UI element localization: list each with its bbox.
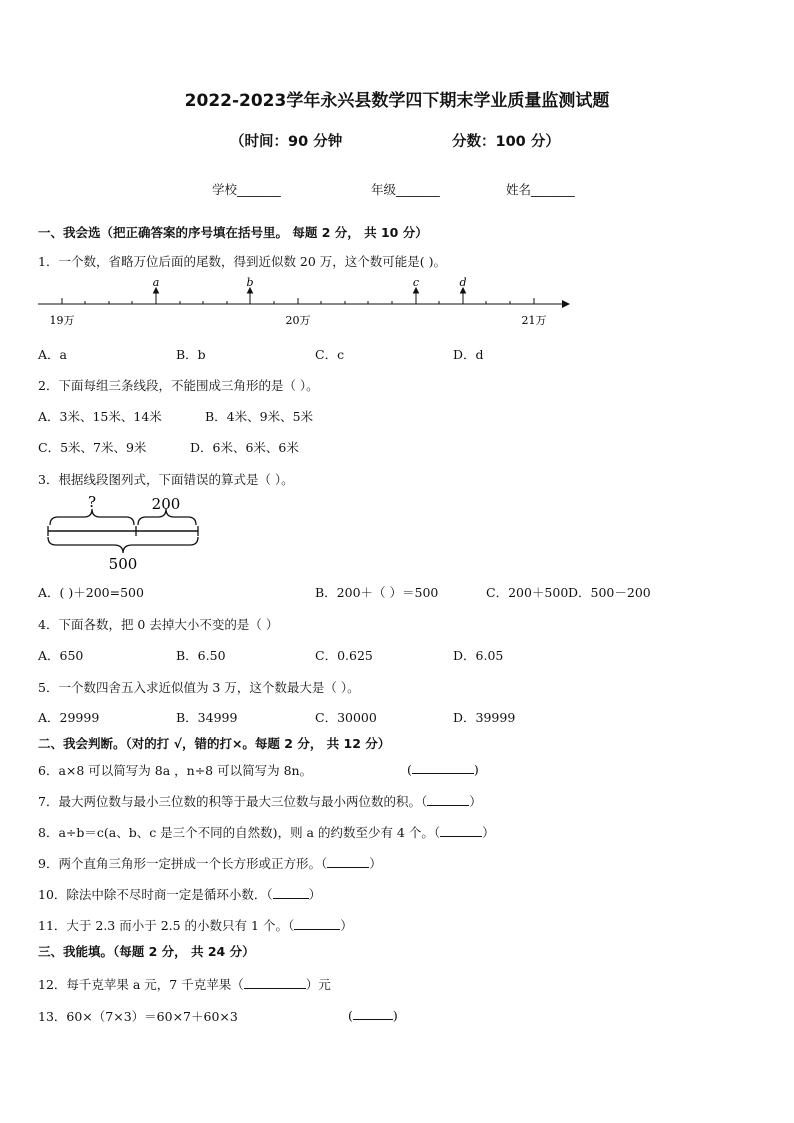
question-13: 13．60×（7×3）＝60×7＋60×3	[38, 1009, 238, 1024]
question-11	[38, 916, 353, 934]
label-part: 200	[151, 495, 181, 513]
question-6: 6．a×8 可以简写为 8a ，n÷8 可以简写为 8n。	[38, 763, 313, 778]
q7-text: 7．最大两位数与最小三位数的积等于最大三位数与最小两位数的积。（	[38, 794, 428, 809]
q10-answer-blank[interactable]	[273, 886, 309, 899]
q1-option-b: B．b	[176, 347, 206, 362]
question-1: 1．一个数，省略万位后面的尾数，得到近似数 20 万，这个数可能是( )。	[38, 254, 447, 269]
q5-option-d: D．39999	[453, 710, 516, 725]
number-line	[34, 274, 574, 334]
marker-b: b	[246, 276, 254, 289]
question-7	[38, 792, 482, 810]
q8-text: 8．a÷b＝c(a、b、c 是三个不同的自然数)，则 a 的约数至少有 4 个。（	[38, 825, 441, 840]
q12-text: 12．每千克苹果 a 元，7 千克苹果（	[38, 977, 244, 992]
q4-option-b: B．6.50	[176, 648, 226, 663]
q5-option-a: A．29999	[38, 710, 100, 725]
q8-answer-blank[interactable]	[440, 824, 482, 837]
q4-option-d: D．6.05	[453, 648, 504, 663]
q3-option-b: B．200＋（ ）＝500	[315, 585, 439, 600]
page-title: 2022-2023学年永兴县数学四下期末学业质量监测试题	[184, 91, 610, 111]
section-heading-2: 二、我会判断。（对的打 √，错的打×。每题 2 分， 共 12 分）	[38, 736, 391, 751]
q9-close: ）	[369, 856, 382, 871]
exam-time: （时间：90 分钟	[230, 134, 343, 150]
q6-answer: ( )	[407, 762, 479, 777]
q6-answer-blank[interactable]	[412, 761, 474, 774]
question-2: 2．下面每组三条线段，不能围成三角形的是（ ）。	[38, 378, 319, 393]
q10-close: ）	[308, 887, 322, 902]
q10-text: 10．除法中除不尽时商一定是循环小数．（	[38, 887, 273, 902]
brace-total	[48, 537, 198, 553]
marker-c: c	[412, 276, 420, 289]
q13-answer: ( )	[348, 1008, 398, 1023]
q1-option-c: C．c	[315, 347, 345, 362]
q2-option-d: D．6米、6米、6米	[190, 440, 299, 455]
label-unknown: ?	[87, 495, 97, 511]
name-field: 姓名_______	[506, 182, 575, 197]
tick-label-20wan: 20万	[285, 314, 311, 327]
q11-close: ）	[340, 918, 353, 933]
question-10	[38, 885, 321, 903]
q1-option-d: D．d	[453, 347, 484, 362]
q7-close: ）	[469, 794, 482, 809]
marker-a: a	[152, 276, 160, 289]
q8-close: ）	[482, 825, 495, 840]
q9-answer-blank[interactable]	[327, 855, 369, 868]
q5-option-b: B．34999	[176, 710, 238, 725]
grade-field: 年级_______	[371, 182, 440, 197]
q3-option-c: C．200＋500	[486, 585, 569, 600]
q12-answer-blank[interactable]	[244, 976, 306, 989]
tick-label-21wan: 21万	[521, 314, 547, 327]
q12-unit: ）元	[305, 977, 331, 992]
q7-answer-blank[interactable]	[427, 793, 469, 806]
label-total: 500	[108, 555, 138, 573]
q2-option-c: C．5米、7米、9米	[38, 440, 147, 455]
question-8	[38, 823, 495, 841]
q11-text: 11．大于 2.3 而小于 2.5 的小数只有 1 个。（	[38, 918, 295, 933]
q9-text: 9．两个直角三角形一定拼成一个长方形或正方形。（	[38, 856, 328, 871]
question-12	[38, 975, 331, 993]
tick-label-19wan: 19万	[49, 314, 75, 327]
question-5: 5．一个数四舍五入求近似值为 3 万，这个数最大是（ ）。	[38, 680, 360, 695]
q2-option-a: A．3米、15米、14米	[38, 409, 162, 424]
q2-option-b: B．4米、9米、5米	[205, 409, 314, 424]
q4-option-a: A．650	[38, 648, 84, 663]
question-3: 3．根据线段图列式，下面错误的算式是（ ）。	[38, 472, 294, 487]
q11-answer-blank[interactable]	[294, 917, 340, 930]
question-4: 4．下面各数，把 0 去掉大小不变的是（ ）	[38, 617, 279, 632]
q13-answer-blank[interactable]	[353, 1007, 393, 1020]
section-heading-1: 一、我会选（把正确答案的序号填在括号里。 每题 2 分， 共 10 分）	[38, 225, 428, 240]
q4-option-c: C．0.625	[315, 648, 373, 663]
segment-diagram	[40, 495, 210, 575]
q1-option-a: A．a	[38, 347, 67, 362]
q3-option-a: A．( )＋200=500	[38, 585, 144, 600]
q3-option-d: D．500－200	[568, 585, 651, 600]
marker-d: d	[459, 276, 467, 289]
number-line-arrow	[562, 300, 570, 308]
question-9	[38, 854, 382, 872]
section-heading-3: 三、我能填。（每题 2 分， 共 24 分）	[38, 944, 255, 959]
q5-option-c: C．30000	[315, 710, 377, 725]
exam-score: 分数：100 分）	[452, 134, 560, 150]
brace-unknown	[50, 509, 134, 525]
school-field: 学校_______	[212, 182, 281, 197]
